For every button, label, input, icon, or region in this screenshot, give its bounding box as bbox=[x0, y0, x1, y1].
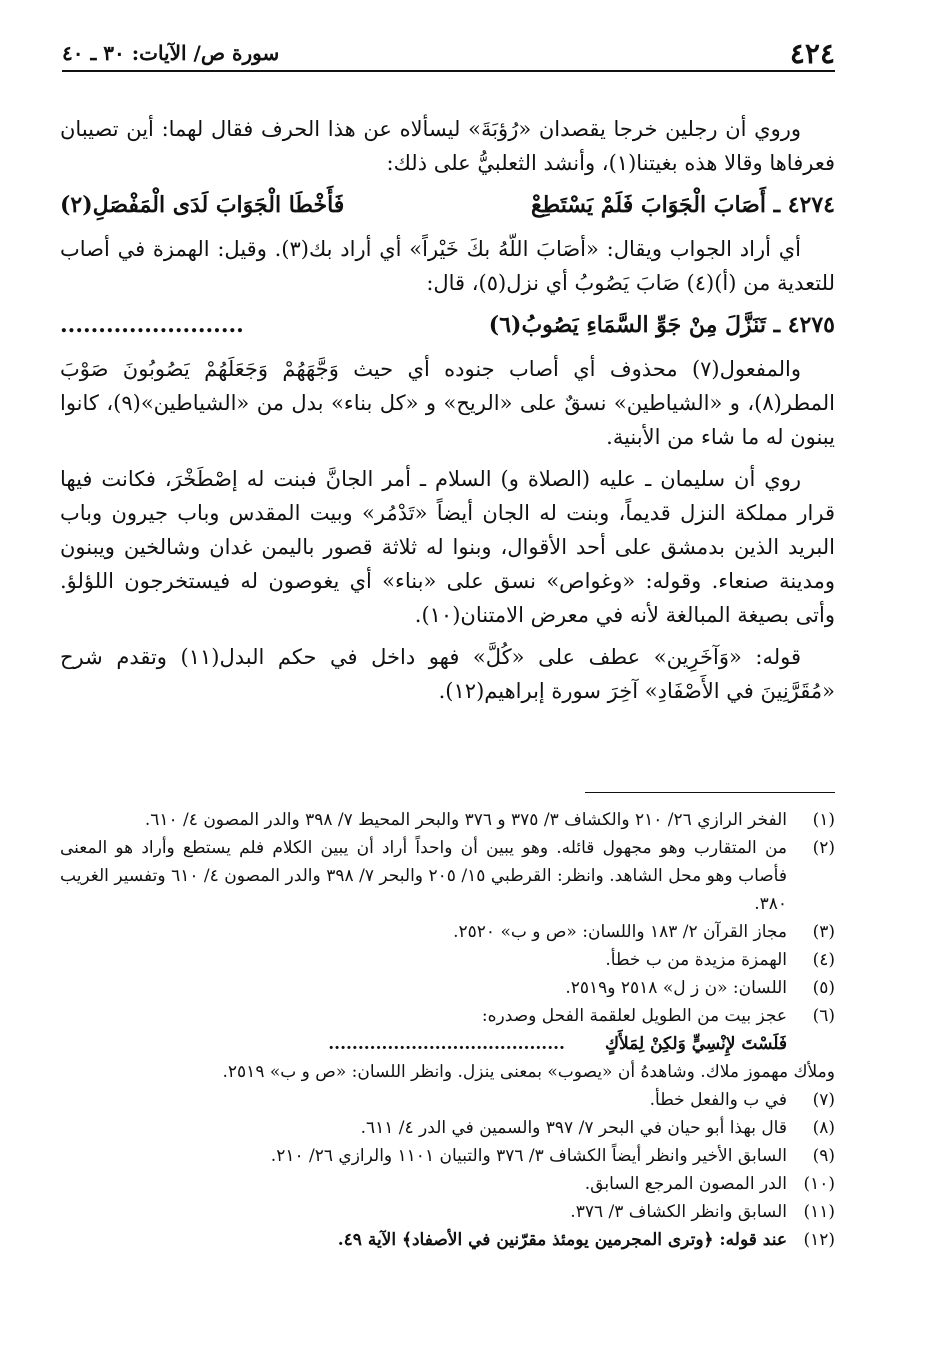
page-header bbox=[62, 36, 835, 72]
footnotes bbox=[60, 806, 835, 1254]
running-title: سورة ص/ الآيات: ٣٠ ـ ٤٠ bbox=[62, 41, 280, 65]
verse-line bbox=[60, 308, 835, 342]
footnote: (١٢) عند قوله: ﴿وترى المجرمين يومئذ مقرّنين في الأصفاد﴾ الآية ٤٩. bbox=[337, 1230, 835, 1250]
footnote: (٩) السابق الأخير وانظر أيضاً الكشاف ٣/ ٣٧٦ والتبيان ١١٠١ والرازي ٢٦/ ٢١٠. bbox=[270, 1146, 835, 1166]
paragraph: أي أراد الجواب ويقال: «أصَابَ اللّهُ بكَ خَيْراً» أي أراد بك(٣). وقيل: الهمزة في أصاب للتعدية من (أ)(٤) صَابَ يَصُوبُ أي نزل(٥)، قال: bbox=[60, 237, 835, 295]
footnote: (١١) السابق وانظر الكشاف ٣/ ٣٧٦. bbox=[570, 1202, 835, 1222]
verse-dots: ........................ bbox=[60, 312, 244, 338]
verse-number: ٤٢٧٥ ـ bbox=[773, 312, 835, 338]
footnote: (١٠) الدر المصون المرجع السابق. bbox=[584, 1174, 835, 1194]
verse-line bbox=[60, 188, 835, 222]
footnote: (٢) من المتقارب وهو مجهول قائله. وهو يبين أن واحداً أراد أن يبين الكلام فلم يستطع وأراد هو المعنى فأصاب وهو محل الشاهد. وانظر: القرطبي ١٥/ ٢٠٥ والبحر ٧/ ٣٩٨ والدر المصون ٤/ ٦١٠ وتفسير الغريب ٣٨٠. bbox=[60, 838, 835, 914]
footnote-separator bbox=[585, 792, 835, 793]
page-number: ٤٢٤ bbox=[789, 36, 835, 70]
footnote: (٦) عجز بيت من الطويل لعلقمة الفحل وصدره: bbox=[481, 1006, 835, 1026]
footnote-verse: فَلَسْتَ لإِنْسِيٍّ وَلكِنْ لِمَلأَكٍ ........................................ bbox=[328, 1034, 787, 1054]
paragraph: روي أن سليمان ـ عليه (الصلاة و) السلام ـ أمر الجانَّ فبنت له إصْطَخْرَ، فكانت فيها قرار مملكة النزل قديماً، وبنت له الجان أيضاً «تَدْمُر» وبيت المقدس وباب جيرون وباب البريد الذين بدمشق على أحد الأقوال، وبنوا له ثلاثة قصور باليمن غدان وشالخين ويبنون ومدينة صنعاء. وقوله: «وغواص» نسق على «بناء» أي يغوصون له فيستخرجون اللؤلؤ. وأتى بصيغة المبالغة لأنه في معرض الامتنان(١٠). bbox=[60, 467, 835, 627]
paragraph: والمفعول(٧) محذوف أي أصاب جنوده أي حيث وَجَّهَهُمْ وَجَعَلَهُمْ يَصُوبُونَ صَوْبَ المطر(٨)، و «الشياطين» نسقٌ على «الريح» و «كل بناء» بدل من «الشياطين»(٩)، كانوا يبنون له ما شاء من الأبنية. bbox=[60, 357, 835, 449]
verse-first-half: ٤٢٧٤ ـ أَصَابَ الْجَوَابَ فَلَمْ يَسْتَطِعْ bbox=[530, 192, 835, 218]
footnote-continuation: وملأك مهموز ملاك. وشاهدهُ أن «يصوب» بمعنى ينزل. وانظر اللسان: «ص و ب» ٢٥١٩. bbox=[222, 1062, 835, 1082]
paragraph: قوله: «وَآخَرِين» عطف على «كُلَّ» فهو داخل في حكم البدل(١١) وتقدم شرح «مُقَرَّنِينَ في الأَصْفَادِ» آخِرَ سورة إبراهيم(١٢). bbox=[60, 645, 835, 703]
footnote: (١) الفخر الرازي ٢٦/ ٢١٠ والكشاف ٣/ ٣٧٥ و ٣٧٦ والبحر المحيط ٧/ ٣٩٨ والدر المصون ٤/ ٦١٠. bbox=[144, 810, 835, 830]
verse-first-half: ٤٢٧٥ ـ تَنَزَّلَ مِنْ جَوِّ السَّمَاءِ يَصُوبُ(٦) bbox=[488, 312, 835, 338]
paragraph: وروي أن رجلين خرجا يقصدان «رُؤبَةَ» ليسألاه عن هذا الحرف فقال لهما: أين تصيبان فعرفاها وقالا هذه بغيتنا(١)، وأنشد الثعلبيُّ على ذلك: bbox=[60, 117, 835, 175]
verse-second-half: فَأَخْطَا الْجَوَابَ لَدَى الْمَفْصَلِ(٢) bbox=[60, 192, 345, 218]
main-text bbox=[60, 112, 835, 716]
footnote: (٨) قال بهذا أبو حيان في البحر ٧/ ٣٩٧ والسمين في الدر ٤/ ٦١١. bbox=[360, 1118, 835, 1138]
footnote: (٣) مجاز القرآن ٢/ ١٨٣ واللسان: «ص و ب» ٢٥٢٠. bbox=[453, 922, 835, 942]
footnote: (٥) اللسان: «ن ز ل» ٢٥١٨ و٢٥١٩. bbox=[565, 978, 835, 998]
footnote: (٧) في ب والفعل خطأ. bbox=[649, 1090, 835, 1110]
footnote: (٤) الهمزة مزيدة من ب خطأ. bbox=[605, 950, 835, 970]
verse-number: ٤٢٧٤ ـ bbox=[773, 192, 835, 218]
